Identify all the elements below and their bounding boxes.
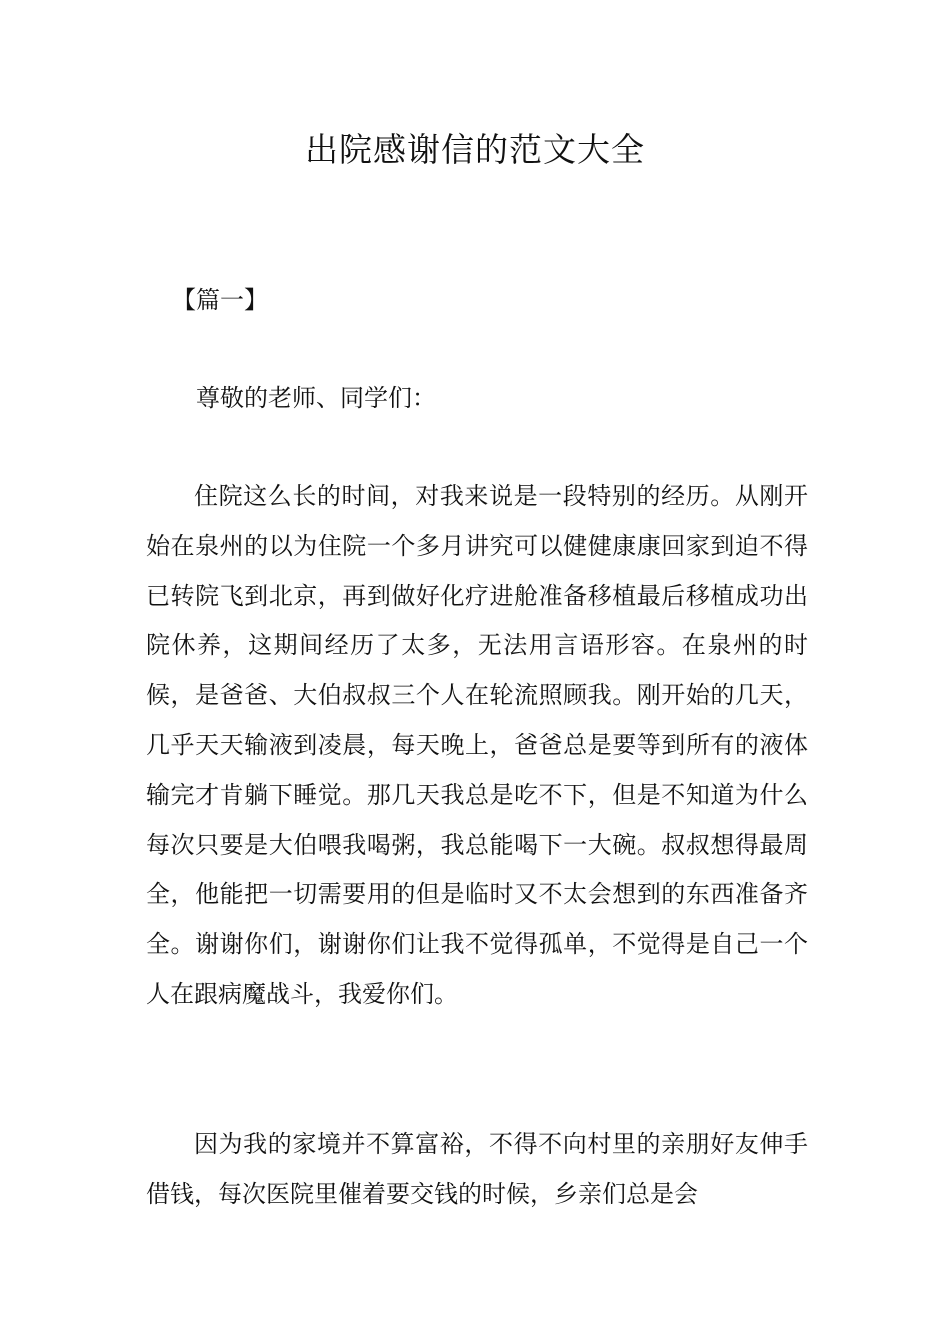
section-label: 【篇一】	[172, 286, 268, 314]
body-paragraph-1: 住院这么长的时间，对我来说是一段特别的经历。从刚开始在泉州的以为住院一个多月讲究可以健健康康回家到迫不得已转院飞到北京，再到做好化疗进舱准备移植最后移植成功出院休养，这期间经历了太多，无法用言语形容。在泉州的时候，是爸爸、大伯叔叔三个人在轮流照顾我。刚开始的几天，几乎天天输液到凌晨，每天晚上，爸爸总是要等到所有的液体输完才肯躺下睡觉。那几天我总是吃不下，但是不知道为什么每次只要是大伯喂我喝粥，我总能喝下一大碗。叔叔想得最周全，他能把一切需要用的但是临时又不太会想到的东西准备齐全。谢谢你们，谢谢你们让我不觉得孤单，不觉得是自己一个人在跟病魔战斗，我爱你们。	[146, 482, 808, 1008]
salutation: 尊敬的老师、同学们：	[196, 384, 436, 412]
document-title: 出院感谢信的范文大全	[305, 130, 645, 169]
body-paragraph-2: 因为我的家境并不算富裕，不得不向村里的亲朋好友伸手借钱，每次医院里催着要交钱的时候，乡亲们总是会	[146, 1130, 808, 1208]
